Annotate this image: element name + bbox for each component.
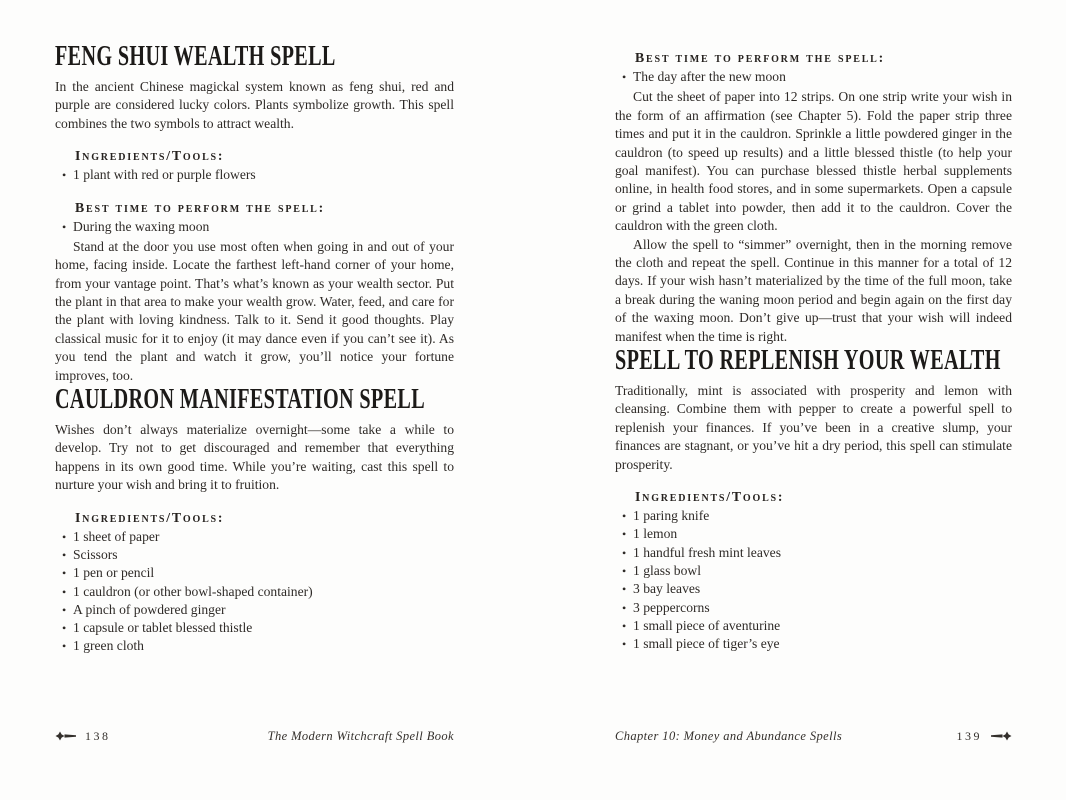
- page-right: [615, 0, 1012, 718]
- list-item: [62, 564, 454, 582]
- list-item-text: 1 small piece of aventurine: [633, 617, 781, 633]
- list-item-text: 1 plant with red or purple flowers: [73, 167, 256, 183]
- spell-title-replenish: SPELL TO REPLENISH YOUR WEALTH: [615, 344, 1001, 376]
- list-item: [622, 68, 1012, 86]
- bullet-icon: •: [62, 168, 67, 183]
- list-item: [62, 546, 454, 564]
- list-item-text: 1 sheet of paper: [73, 528, 160, 544]
- list-item: [62, 601, 454, 619]
- list-item: [622, 525, 1012, 543]
- fleuron-arrow-right-icon: [990, 731, 1012, 741]
- list-item: [62, 528, 454, 546]
- spell-intro-feng-shui: In the ancient Chinese magickal system known as feng shui, red and purple are considered lucky colors. Plants symbolize growth. This spell combines the two symbols to attract wealth.: [55, 79, 454, 131]
- best-time-list-feng-shui: [55, 218, 454, 236]
- bullet-icon: •: [622, 600, 627, 615]
- ingredients-label: Ingredients/Tools:: [635, 489, 785, 505]
- list-item: [622, 617, 1012, 635]
- list-item-text: 1 small piece of tiger’s eye: [633, 636, 780, 652]
- page-number: 138: [85, 728, 111, 743]
- bullet-icon: •: [62, 566, 67, 581]
- bullet-icon: •: [622, 582, 627, 597]
- list-item-text: 1 cauldron (or other bowl-shaped container): [73, 583, 313, 599]
- ingredients-list-cauldron: [55, 528, 454, 656]
- list-item: [62, 619, 454, 637]
- list-item-text: A pinch of powdered ginger: [73, 601, 226, 617]
- list-item: [622, 580, 1012, 598]
- list-item-text: 1 handful fresh mint leaves: [633, 544, 781, 560]
- bullet-icon: •: [62, 639, 67, 654]
- fleuron-arrow-left-icon: [55, 731, 77, 741]
- list-item-text: 3 bay leaves: [633, 581, 701, 597]
- list-item-text: 1 paring knife: [633, 508, 710, 524]
- list-item-text: 1 glass bowl: [633, 562, 701, 578]
- bullet-icon: •: [622, 637, 627, 652]
- list-item-text: 1 capsule or tablet blessed thistle: [73, 620, 253, 636]
- bullet-icon: •: [622, 527, 627, 542]
- bullet-icon: •: [62, 584, 67, 599]
- footer-left-page: [55, 726, 454, 746]
- footer-right-page: [615, 726, 1012, 746]
- ingredients-list-feng-shui: [55, 166, 454, 184]
- list-item: [62, 583, 454, 601]
- spell-intro-replenish: Traditionally, mint is associated with prosperity and lemon with cleansing. Combine them with pepper to create a powerful spell to replenish your finances. If you’ve been in a creative slump, your finances are stagnant, or you’ve hit a dry period, this spell can stimulate prosperity.: [615, 382, 1012, 472]
- list-item: [62, 637, 454, 655]
- bullet-icon: •: [62, 547, 67, 562]
- bullet-icon: •: [622, 563, 627, 578]
- page-left: [55, 0, 454, 718]
- bullet-icon: •: [622, 618, 627, 633]
- spell-intro-cauldron: Wishes don’t always materialize overnight—some take a while to develop. Try not to get discouraged and remember that everything happens in its own good time. While you’re waiting, cast this spell to nurture your wish and bring it to fruition.: [55, 422, 454, 493]
- spell-body-feng-shui: Stand at the door you use most often when going in and out of your home, facing inside. Locate the farthest left-hand corner of your home, from your vantage point. That’s what’s known as your wealth sector. Put the plant in that area to make your wealth grow. Water, feed, and care for the plant with loving kindness. Talk to it. Send it good thoughts. Play classical music for it to enjoy (it may dance even if you can’t see it). As you tend the plant and watch it grow, you’ll notice your fortune improves, too.: [55, 238, 454, 383]
- running-head-book-title: The Modern Witchcraft Spell Book: [267, 728, 454, 743]
- list-item: [622, 599, 1012, 617]
- best-time-label: Best time to perform the spell:: [635, 50, 886, 65]
- ingredients-label: Ingredients/Tools:: [75, 148, 225, 164]
- list-item: [622, 544, 1012, 562]
- list-item-text: 1 pen or pencil: [73, 565, 155, 581]
- list-item-text: 3 peppercorns: [633, 599, 710, 615]
- bullet-icon: •: [62, 529, 67, 544]
- running-head-chapter-title: Chapter 10: Money and Abundance Spells: [615, 728, 843, 743]
- bullet-icon: •: [62, 621, 67, 636]
- list-item-text: During the waxing moon: [73, 218, 210, 234]
- spell-title-cauldron: CAULDRON MANIFESTATION SPELL: [55, 384, 426, 416]
- bullet-icon: •: [622, 70, 627, 84]
- spell-title-feng-shui: FENG SHUI WEALTH SPELL: [55, 41, 336, 72]
- bullet-icon: •: [62, 602, 67, 617]
- list-item-text: The day after the new moon: [633, 69, 786, 84]
- list-item: [622, 635, 1012, 653]
- list-item: [62, 166, 454, 184]
- ingredients-label: Ingredients/Tools:: [75, 509, 225, 525]
- list-item: [622, 507, 1012, 525]
- list-item: [62, 218, 454, 236]
- list-item: [622, 562, 1012, 580]
- list-item-text: Scissors: [73, 546, 118, 562]
- ingredients-list-replenish: [615, 507, 1012, 653]
- best-time-list-cauldron: [615, 68, 1012, 86]
- bullet-icon: •: [62, 219, 67, 234]
- best-time-label: Best time to perform the spell:: [75, 199, 326, 215]
- bullet-icon: •: [622, 545, 627, 560]
- spell-body-cauldron-1: Cut the sheet of paper into 12 strips. On one strip write your wish in the form of an affirmation (see Chapter 5). Fold the paper strip three times and put it in the cauldron. Sprinkle a little powdered ginger in the cauldron (to speed up results) and a little blessed thistle (to help your goal manifest). You can purchase blessed thistle herbal supplements online, in health food stores, and in some supermarkets. Open a capsule or grind a tablet into powder, then add it to the cauldron. Cover the cauldron with the green cloth.: [615, 89, 1012, 234]
- page-number: 139: [956, 728, 982, 743]
- bullet-icon: •: [622, 509, 627, 524]
- spell-body-cauldron-2: Allow the spell to “simmer” overnight, then in the morning remove the cloth and repeat the spell. Continue in this manner for a total of 12 days. If your wish hasn’t materialized by the time of the full moon, take a break during the waning moon period and begin again on the first day of the waxing moon. Don’t give up—trust that your wish will indeed manifest when the time is right.: [615, 236, 1012, 344]
- list-item-text: 1 green cloth: [73, 638, 144, 654]
- list-item-text: 1 lemon: [633, 526, 678, 542]
